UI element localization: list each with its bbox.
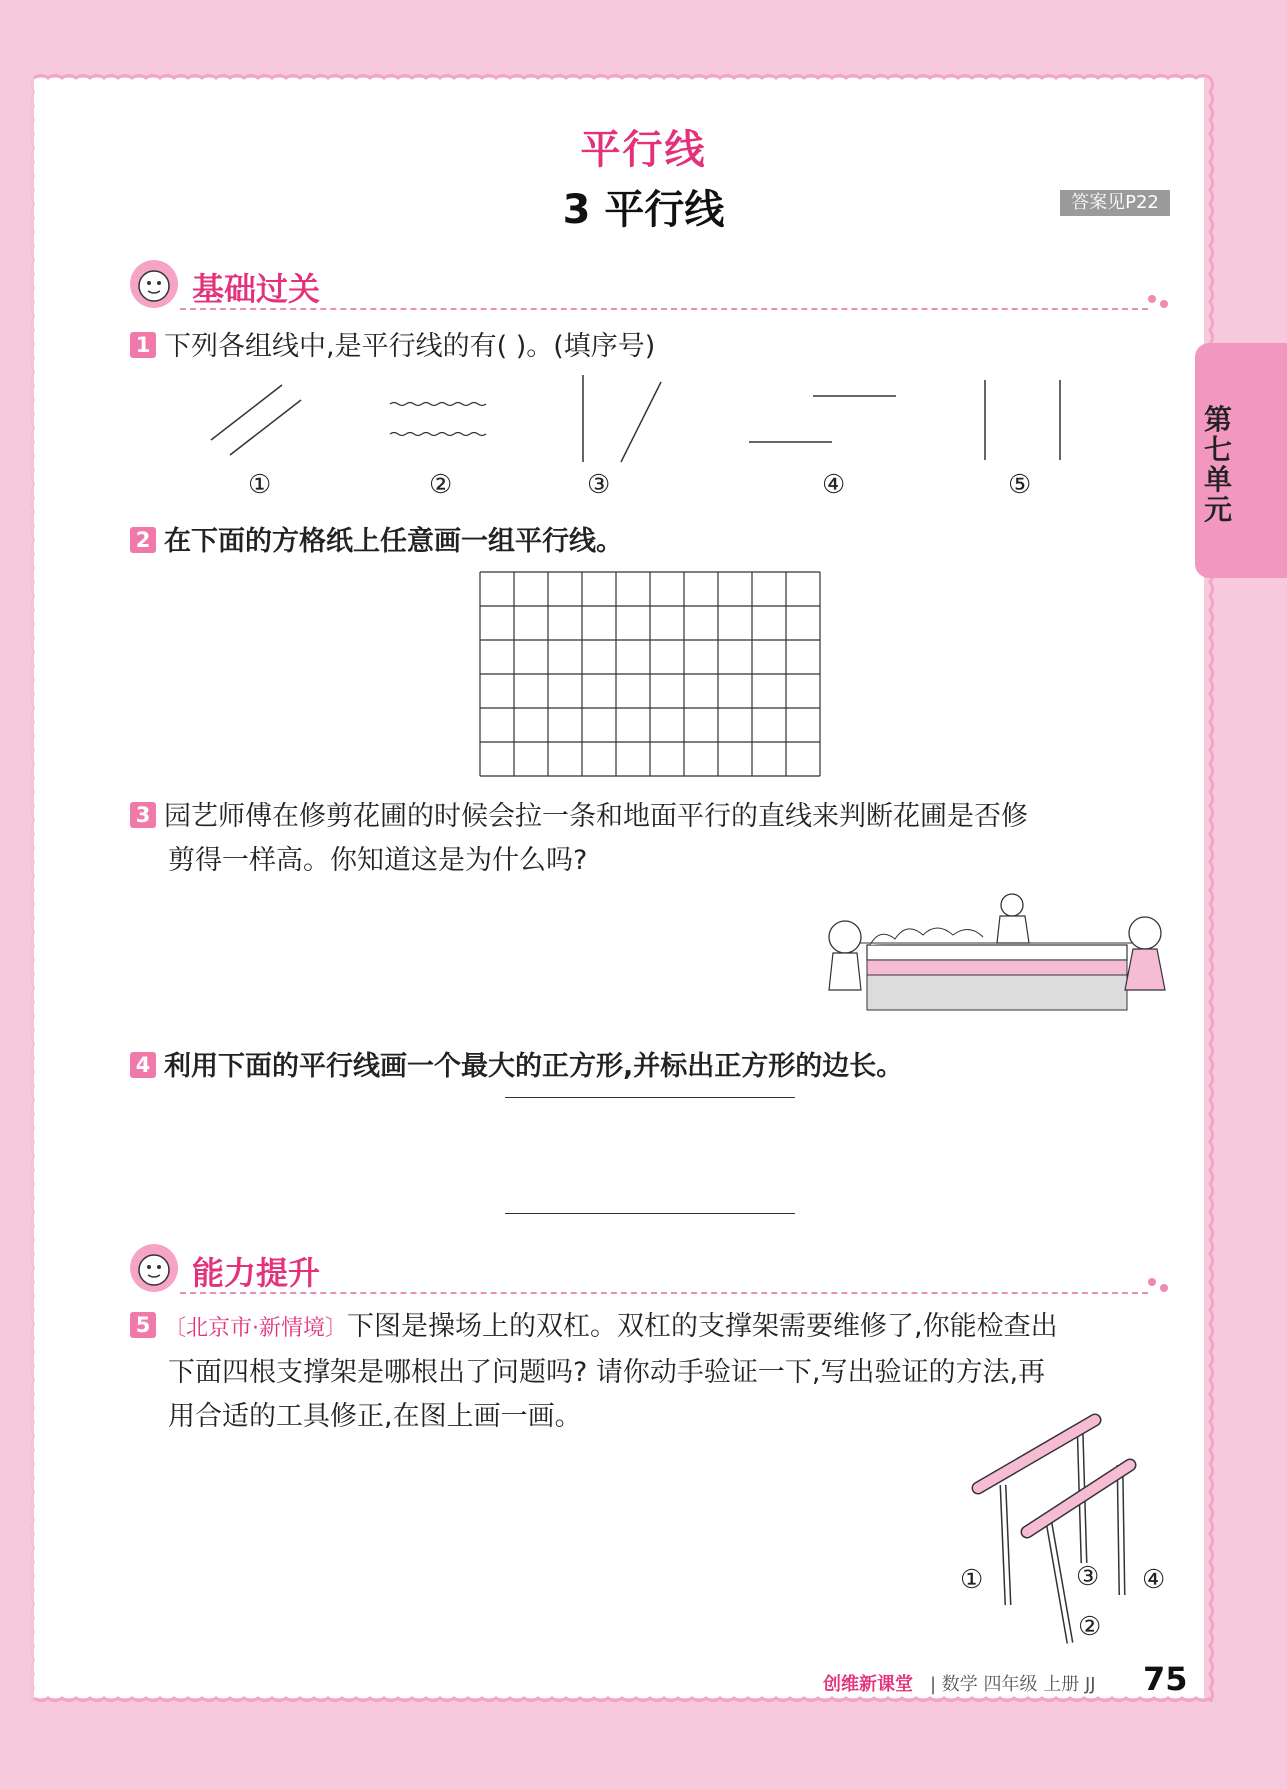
- question-3-text-line1: 园艺师傅在修剪花圃的时候会拉一条和地面平行的直线来判断花圃是否修: [164, 801, 1028, 832]
- section-advanced-title: 能力提升: [192, 1254, 321, 1292]
- support-1-label: ①: [960, 1565, 984, 1595]
- question-5-number: 5: [130, 1312, 156, 1338]
- parallel-line-top: [505, 1097, 795, 1098]
- question-3: [130, 795, 1180, 883]
- footer-brand: 创维新课堂: [823, 1674, 913, 1695]
- section-basic-dot: [1148, 295, 1156, 303]
- footer-book-info: | 数学 四年级 上册 JJ: [930, 1674, 1096, 1695]
- question-3-text-line2: 剪得一样高。你知道这是为什么吗?: [168, 845, 588, 876]
- option-3-label: ③: [587, 470, 611, 500]
- question-1-number: 1: [130, 332, 156, 358]
- section-basic-dot: [1160, 300, 1168, 308]
- question-5-tag: 〔北京市·新情境〕: [164, 1316, 347, 1341]
- question-2-number: 2: [130, 527, 156, 553]
- monkey-mascot-icon: [128, 258, 180, 310]
- support-4-label: ④: [1142, 1565, 1166, 1595]
- option-1-label: ①: [248, 470, 272, 500]
- option-2-label: ②: [429, 470, 453, 500]
- question-1-text: 下列各组线中,是平行线的有( )。(填序号): [164, 331, 656, 362]
- question-4-number: 4: [130, 1052, 156, 1078]
- section-advanced-dot: [1148, 1278, 1156, 1286]
- support-3-label: ③: [1076, 1562, 1100, 1592]
- question-5-text-line1: 下图是操场上的双杠。双杠的支撑架需要维修了,你能检查出: [347, 1311, 1058, 1342]
- question-5-text-line3: 用合适的工具修正,在图上画一画。: [168, 1401, 582, 1432]
- section-advanced-divider: [180, 1292, 1148, 1294]
- page-title: 平行线: [580, 127, 707, 173]
- unit-side-tab-label: 第七单元: [1203, 403, 1232, 526]
- section-advanced-dot: [1160, 1284, 1168, 1292]
- question-3-number: 3: [130, 802, 156, 828]
- answer-reference-badge: 答案见P22: [1060, 190, 1170, 216]
- gardener-illustration: [815, 885, 1175, 1025]
- page-number: 75: [1143, 1660, 1188, 1698]
- question-1: [130, 325, 1180, 369]
- graph-paper-grid[interactable]: [479, 571, 821, 777]
- lesson-subtitle: 3 平行线: [562, 187, 725, 233]
- section-basic-title: 基础过关: [192, 270, 321, 308]
- question-2: [130, 520, 1180, 564]
- monkey-mascot-icon: [128, 1242, 180, 1294]
- support-2-label: ②: [1078, 1612, 1102, 1642]
- question-1-figures: [180, 370, 1100, 470]
- question-2-text: 在下面的方格纸上任意画一组平行线。: [164, 526, 623, 557]
- parallel-bars-figure: [950, 1405, 1150, 1655]
- parallel-line-bottom: [505, 1213, 795, 1214]
- question-4-text: 利用下面的平行线画一个最大的正方形,并标出正方形的边长。: [164, 1051, 904, 1082]
- section-basic-divider: [180, 308, 1148, 310]
- question-5-text-line2: 下面四根支撑架是哪根出了问题吗? 请你动手验证一下,写出验证的方法,再: [168, 1357, 1046, 1388]
- option-5-label: ⑤: [1008, 470, 1032, 500]
- question-4: [130, 1045, 1180, 1089]
- option-4-label: ④: [822, 470, 846, 500]
